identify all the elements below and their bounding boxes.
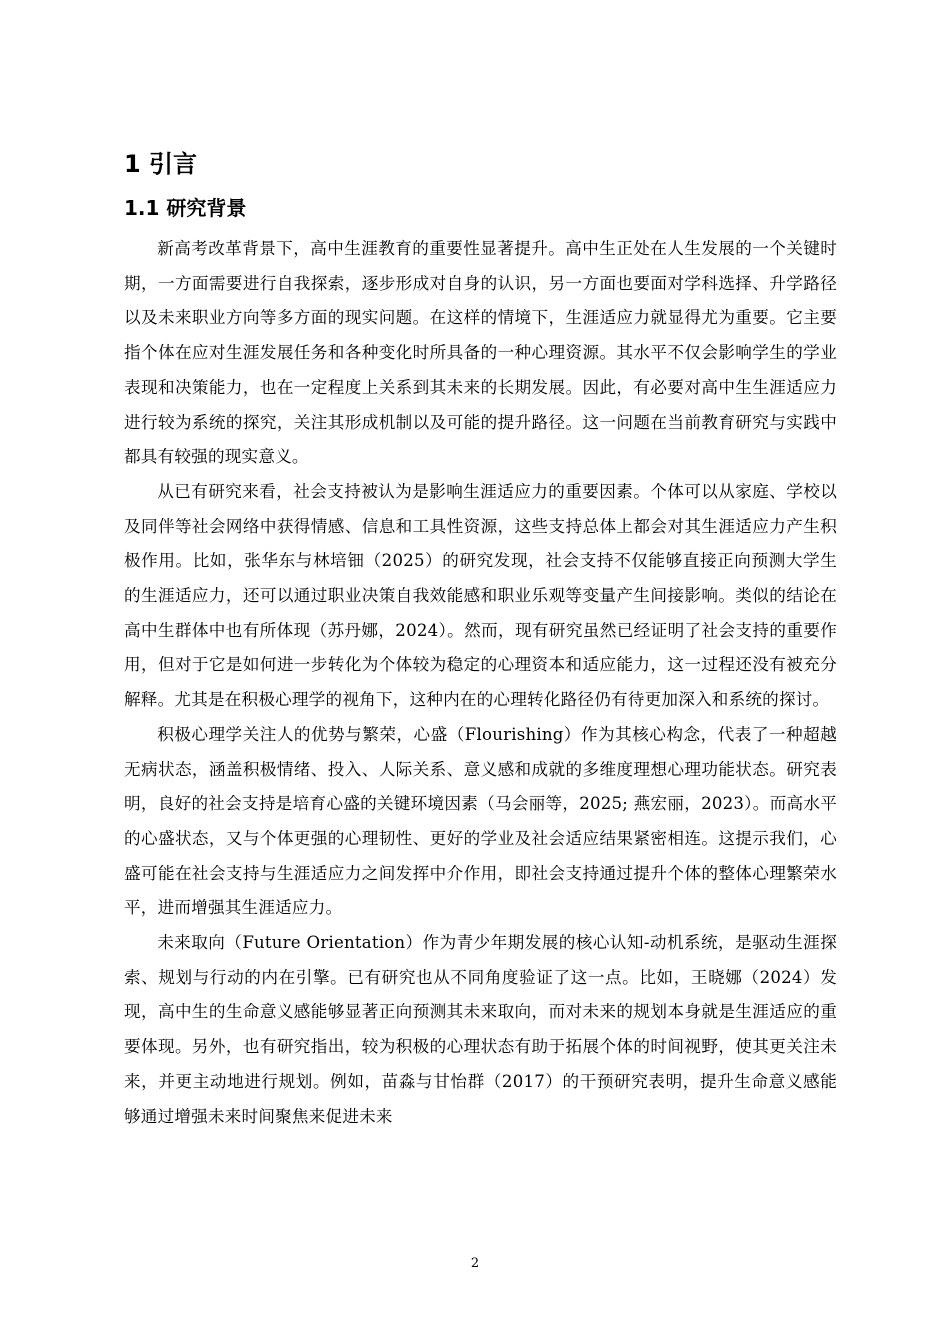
page-content: [124, 146, 837, 1134]
section-heading: 1.1 研究背景: [124, 196, 247, 220]
paragraph-2: 从已有研究来看，社会支持被认为是影响生涯适应力的重要因素。个体可以从家庭、学校以及同伴等社会网络中获得情感、信息和工具性资源，这些支持总体上都会对其生涯适应力产生积极作用。比如，张华东与林培钿（2025）的研究发现，社会支持不仅能够直接正向预测大学生的生涯适应力，还可以通过职业决策自我效能感和职业乐观等变量产生间接影响。类似的结论在高中生群体中也有所体现（苏丹娜，2024）。然而，现有研究虽然已经证明了社会支持的重要作用，但对于它是如何进一步转化为个体较为稳定的心理资本和适应能力，这一过程还没有被充分解释。尤其是在积极心理学的视角下，这种内在的心理转化路径仍有待更加深入和系统的探讨。: [124, 481, 837, 710]
paragraph-1: 新高考改革背景下，高中生涯教育的重要性显著提升。高中生正处在人生发展的一个关键时期，一方面需要进行自我探索，逐步形成对自身的认识，另一方面也要面对学科选择、升学路径以及未来职业方向等多方面的现实问题。在这样的情境下，生涯适应力就显得尤为重要。它主要指个体在应对生涯发展任务和各种变化时所具备的一种心理资源。其水平不仅会影响学生的学业表现和决策能力，也在一定程度上关系到其未来的长期发展。因此，有必要对高中生生涯适应力进行较为系统的探究，关注其形成机制以及可能的提升路径。这一问题在当前教育研究与实践中都具有较强的现实意义。: [124, 239, 837, 467]
chapter-heading: 1 引言: [124, 150, 198, 178]
page-number: 2: [470, 1256, 480, 1271]
paragraph-3: 积极心理学关注人的优势与繁荣，心盛（Flourishing）作为其核心构念，代表了一种超越无病状态，涵盖积极情绪、投入、人际关系、意义感和成就的多维度理想心理功能状态。研究表明，良好的社会支持是培育心盛的关键环境因素（马会丽等，2025; 燕宏丽，2023）。而高水平的心盛状态，又与个体更强的心理韧性、更好的学业及社会适应结果紧密相连。这提示我们，心盛可能在社会支持与生涯适应力之间发挥中介作用，即社会支持通过提升个体的整体心理繁荣水平，进而增强其生涯适应力。: [124, 724, 837, 918]
paragraph-4: 未来取向（Future Orientation）作为青少年期发展的核心认知-动机系统，是驱动生涯探索、规划与行动的内在引擎。已有研究也从不同角度验证了这一点。比如，王晓娜（2024）发现，高中生的生命意义感能够显著正向预测其未来取向，而对未来的规划本身就是生涯适应的重要体现。另外，也有研究指出，较为积极的心理状态有助于拓展个体的时间视野，使其更关注未来，并更主动地进行规划。例如，苗淼与甘怡群（2017）的干预研究表明，提升生命意义感能够通过增强未来时间聚焦来促进未来: [124, 933, 837, 1126]
